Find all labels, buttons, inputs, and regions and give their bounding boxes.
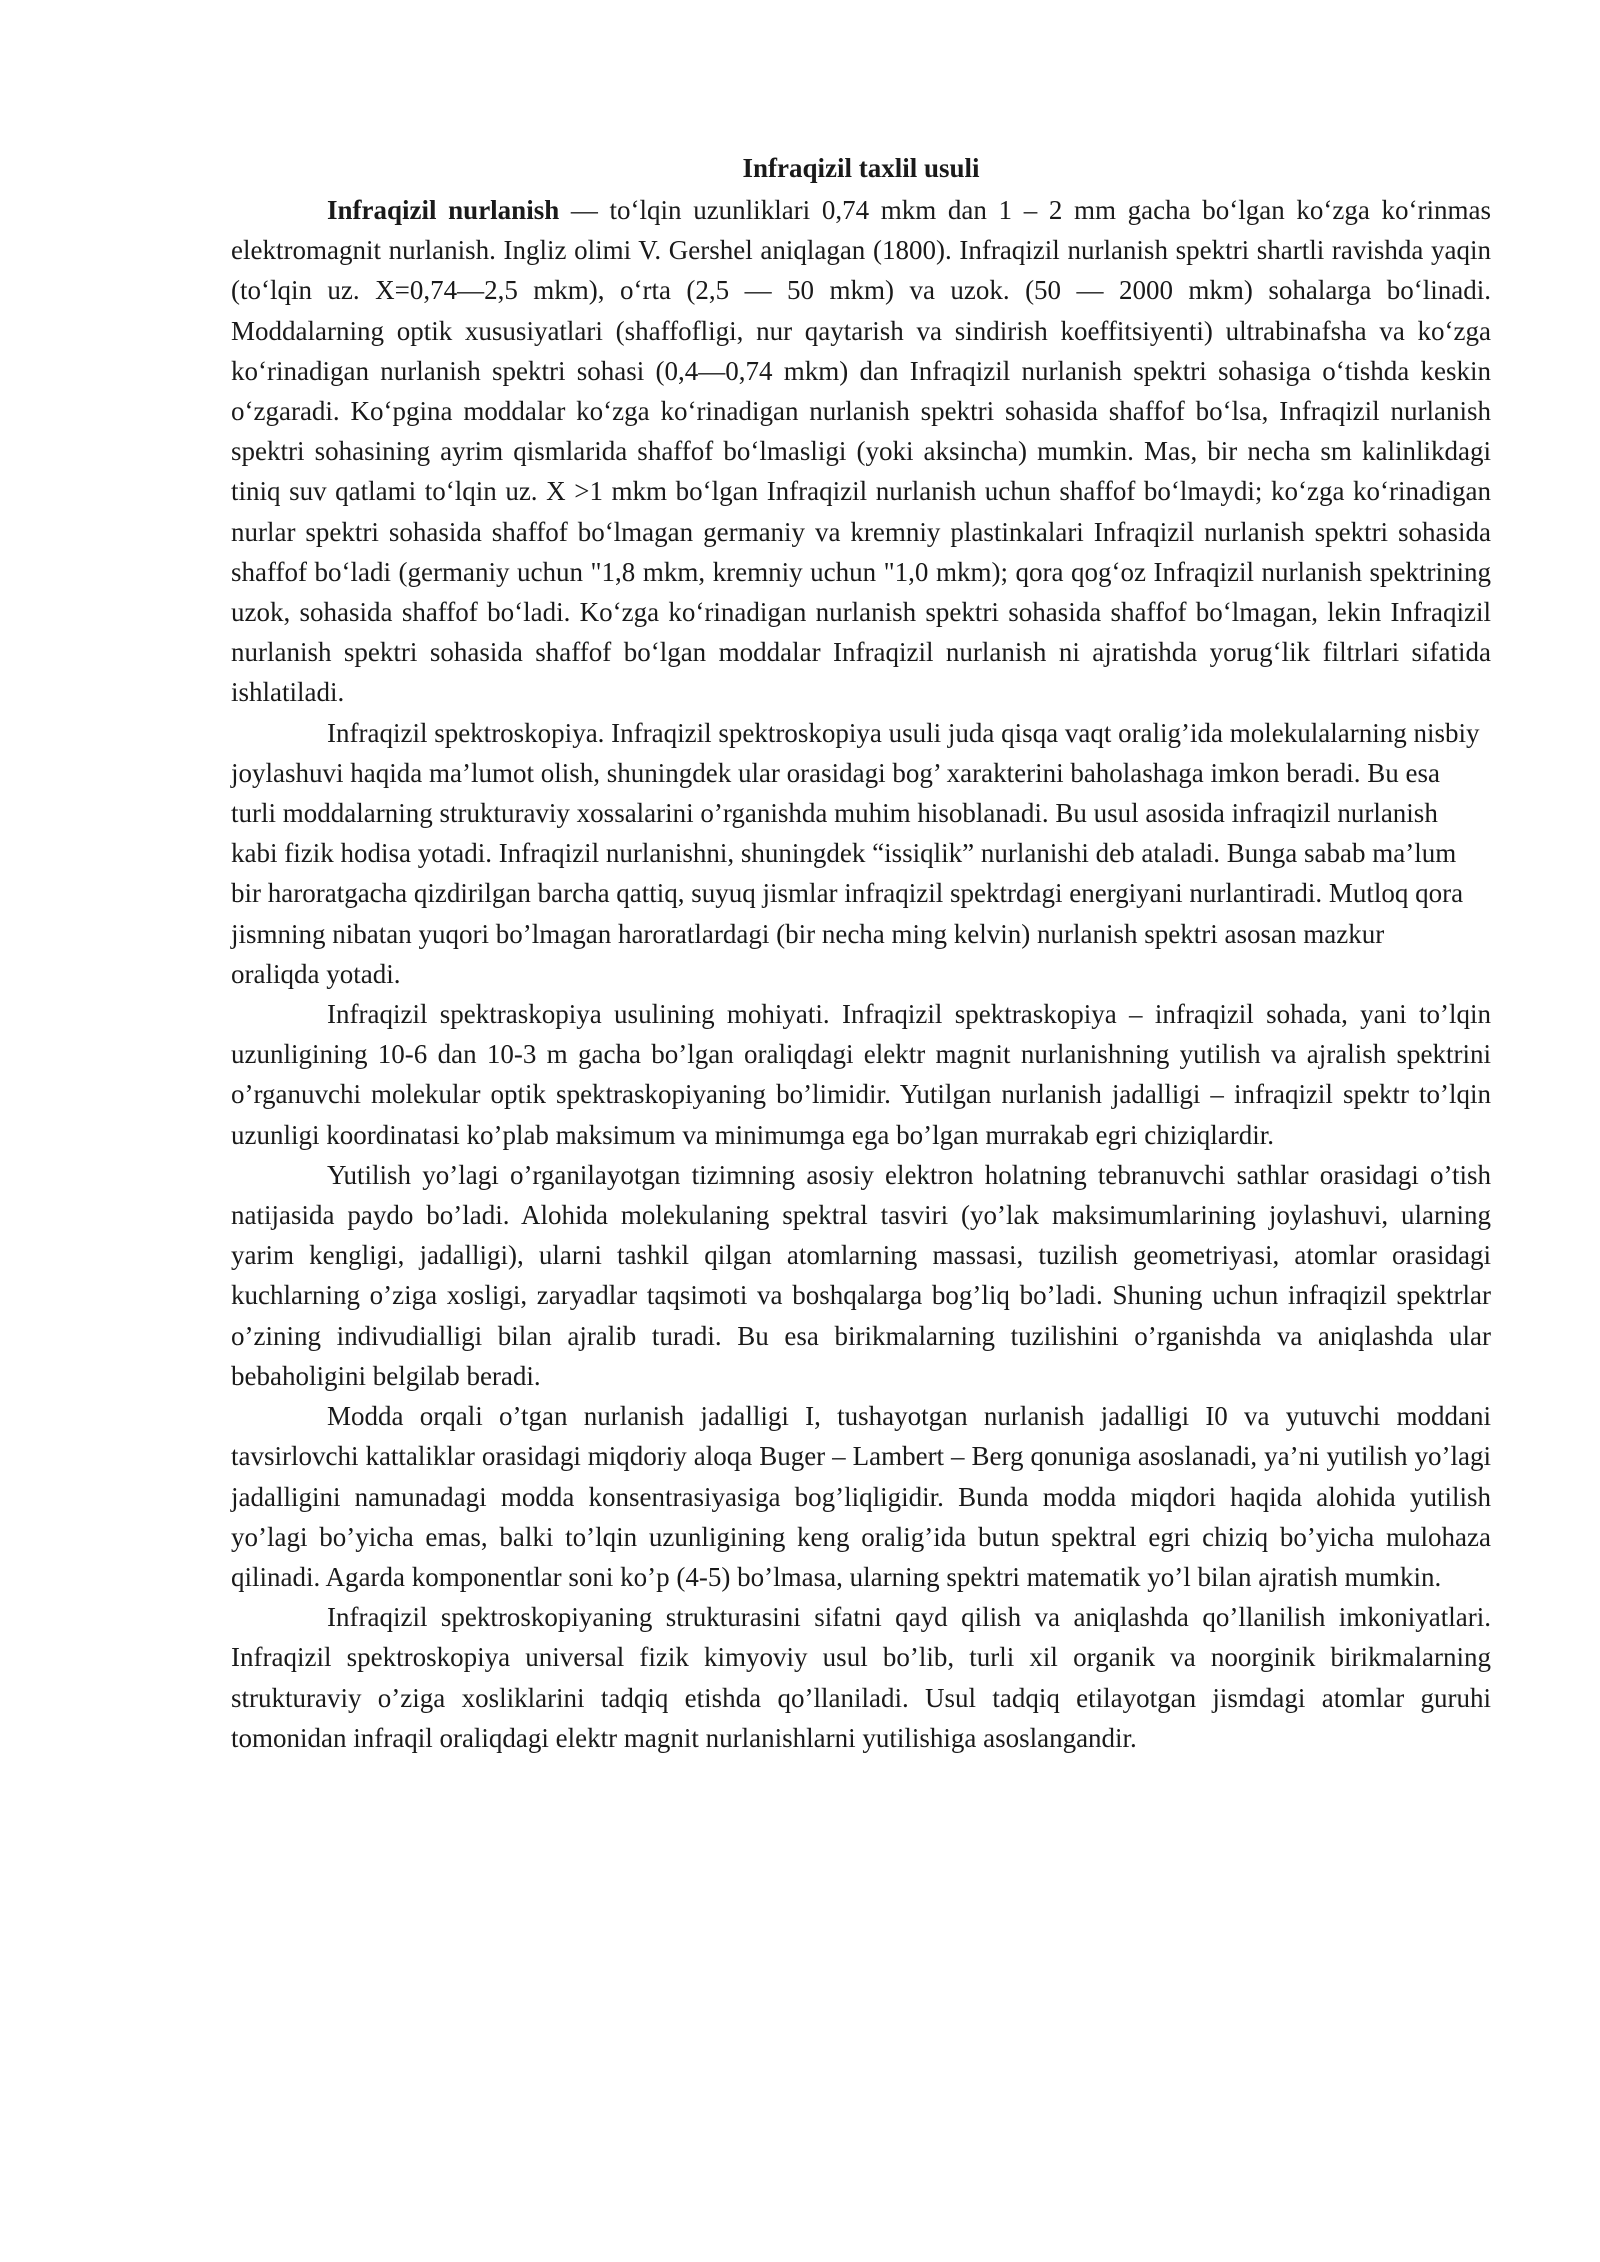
paragraph-lead-term: Infraqizil nurlanish bbox=[327, 195, 560, 225]
paragraph-absorption-band: Yutilish yo’lagi o’rganilayotgan tizimning asosiy elektron holatning tebranuvchi sathlar orasidagi o’tish natijasida paydo bo’ladi. Alohida molekulaning spektral tasviri (yo’lak maksimumlarining joylashuvi, ularning yarim kengligi, jadalligi), ularni tashkil qilgan atomlarning massasi, tuzilish geometriyasi, atomlar orasidagi kuchlarning o’ziga xosligi, zaryadlar taqsimoti va boshqalarga bog’liq bo’ladi. Shuning uchun infraqizil spektrlar o’zining indivudialligi bilan ajralib turadi. Bu esa birikmalarning tuzilishini o’rganishda va aniqlashda ular bebaholigini belgilab beradi. bbox=[231, 1159, 1491, 1391]
paragraph-infrared-radiation bbox=[231, 190, 1491, 713]
paragraph-infrared-spectroscopy-tail: oraliqda yotadi. bbox=[231, 958, 401, 989]
paragraph-text: — to‘lqin uzunliklari 0,74 mkm dan 1 – 2 mm gacha bo‘lgan ko‘zga ko‘rinmas elektromagnit nurlanish. Ingliz olimi V. Gershel aniqlagan (1800). Infraqizil nurlanish spektri shartli ravishda yaqin (to‘lqin uz. X=0,74—2,5 mkm), o‘rta (2,5 — 50 mkm) va uzok. (50 — 2000 mkm) sohalarga bo‘linadi. Moddalarning optik xususiyatlari (shaffofligi, nur qaytarish va sindirish koeffitsiyenti) ultrabinafsha va ko‘zga ko‘rinadigan nurlanish spektri sohasi (0,4—0,74 mkm) dan Infraqizil nurlanish spektri sohasiga o‘tishda keskin o‘zgaradi. Ko‘pgina moddalar ko‘zga ko‘rinadigan nurlanish spektri sohasida shaffof bo‘lsa, Infraqizil nurlanish spektri sohasining ayrim qismlarida shaffof bo‘lmasligi (yoki aksincha) mumkin. Mas, bir necha sm kalinlikdagi tiniq suv qatlami to‘lqin uz. X >1 mkm bo‘lgan Infraqizil nurlanish uchun shaffof bo‘lmaydi; ko‘zga ko‘rinadigan nurlar spektri sohasida shaffof bo‘lmagan germaniy va kremniy plastinkalari Infraqizil nurlanish spektri sohasida shaffof bo‘ladi (germaniy uchun "1,8 mkm, kremniy uchun "1,0 mkm); qora qog‘oz Infraqizil nurlanish spektrining uzok, sohasida shaffof bo‘ladi. Ko‘zga ko‘rinadigan nurlanish spektri sohasida shaffof bo‘lmagan, lekin Infraqizil nurlanish spektri sohasida shaffof bo‘lgan moddalar Infraqizil nurlanish ni ajratishda yorug‘lik filtrlari sifatida ishlatiladi. bbox=[231, 195, 1492, 708]
paragraph-infrared-spectroscopy: Infraqizil spektroskopiya. Infraqizil spektroskopiya usuli juda qisqa vaqt oralig’ida molekulalarning nisbiy joylashuvi haqida ma’lumot olish, shuningdek ular orasidagi bog’ xarakterini baholashaga imkon beradi. Bu esa turli moddalarning strukturaviy xossalarini o’rganishda muhim hisoblanadi. Bu usul asosida infraqizil nurlanish kabi fizik hodisa yotadi. Infraqizil nurlanishni, shuningdek “issiqlik” nurlanishi deb ataladi. Bunga sabab ma’lum bir haroratgacha qizdirilgan barcha qattiq, suyuq jismlar infraqizil spektrdagi energiyani nurlantiradi. Mutloq qora jismning nibatan yuqori bo’lmagan haroratlardagi (bir necha ming kelvin) nurlanish spektri asosan mazkur bbox=[231, 717, 1480, 949]
paragraph-method-essence: Infraqizil spektraskopiya usulining mohiyati. Infraqizil spektraskopiya – infraqizil sohada, yani to’lqin uzunligining 10-6 dan 10-3 m gacha bo’lgan oraliqdagi elektr magnit nurlanishning yutilish va ajralish spektrini o’rganuvchi molekular optik spektraskopiyaning bo’limidir. Yutilgan nurlanish jadalligi – infraqizil spektr to’lqin uzunligi koordinatasi ko’plab maksimum va minimumga ega bo’lgan murrakab egri chiziqlardir. bbox=[231, 999, 1491, 1150]
paragraph-beer-lambert: Modda orqali o’tgan nurlanish jadalligi I, tushayotgan nurlanish jadalligi I0 va yutuvchi moddani tavsirlovchi kattaliklar orasidagi miqdoriy aloqa Buger – Lambert – Berg qonuniga asoslanadi, ya’ni yutilish yo’lagi jadalligini namunadagi modda konsentrasiyasiga bog’liqligidir. Bunda modda miqdori haqida alohida yutilish yo’lagi bo’yicha emas, balki to’lqin uzunligining keng oralig’ida butun spektral egri chiziq bo’yicha mulohaza qilinadi. Agarda komponentlar soni ko’p (4-5) bo’lmasa, ularning spektri matematik yo’l bilan ajratish mumkin. bbox=[231, 1401, 1491, 1592]
document-title: Infraqizil taxlil usuli bbox=[742, 153, 980, 183]
document-page bbox=[231, 148, 1491, 1758]
paragraph-applications: Infraqizil spektroskopiyaning strukturasini sifatni qayd qilish va aniqlashda qo’llanilish imkoniyatlari. Infraqizil spektroskopiya universal fizik kimyoviy usul bo’lib, turli xil organik va noorginik birikmalarning strukturaviy o’ziga xosliklarini tadqiq etishda qo’llaniladi. Usul tadqiq etilayotgan jismdagi atomlar guruhi tomonidan infraqil oraliqdagi elektr magnit nurlanishlarni yutilishiga asoslangandir. bbox=[231, 1602, 1491, 1753]
